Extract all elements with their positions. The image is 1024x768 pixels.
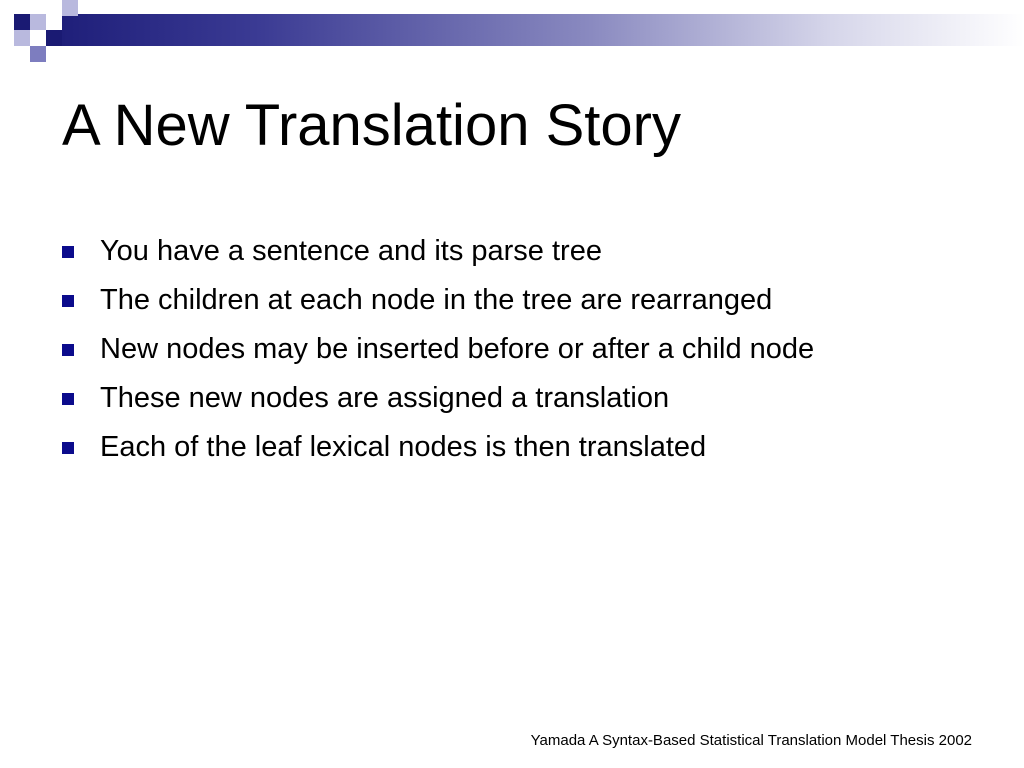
bullet-text: Each of the leaf lexical nodes is then translated	[100, 431, 707, 463]
square-bullet-icon	[62, 344, 74, 356]
decor-square	[30, 46, 46, 62]
decor-square	[14, 14, 30, 30]
bullet-item	[62, 423, 814, 472]
bullet-item	[62, 227, 814, 276]
header-gradient-band	[62, 14, 1024, 46]
bullet-text: The children at each node in the tree are rearranged	[100, 284, 773, 316]
bullet-item	[62, 374, 814, 423]
square-bullet-icon	[62, 295, 74, 307]
decor-square	[14, 30, 30, 46]
bullet-item	[62, 276, 814, 325]
bullet-text: New nodes may be inserted before or after a child node	[100, 333, 815, 365]
bullet-text: You have a sentence and its parse tree	[100, 235, 602, 267]
decor-square	[30, 14, 46, 30]
decor-square	[46, 30, 62, 46]
bullet-item	[62, 325, 814, 374]
bullet-text: These new nodes are assigned a translation	[100, 382, 670, 414]
decor-square	[62, 0, 78, 16]
bullet-list	[62, 227, 814, 472]
square-bullet-icon	[62, 393, 74, 405]
slide-footer-citation: Yamada A Syntax-Based Statistical Translation Model Thesis 2002	[530, 732, 972, 749]
square-bullet-icon	[62, 442, 74, 454]
square-bullet-icon	[62, 246, 74, 258]
slide-title: A New Translation Story	[62, 93, 681, 158]
